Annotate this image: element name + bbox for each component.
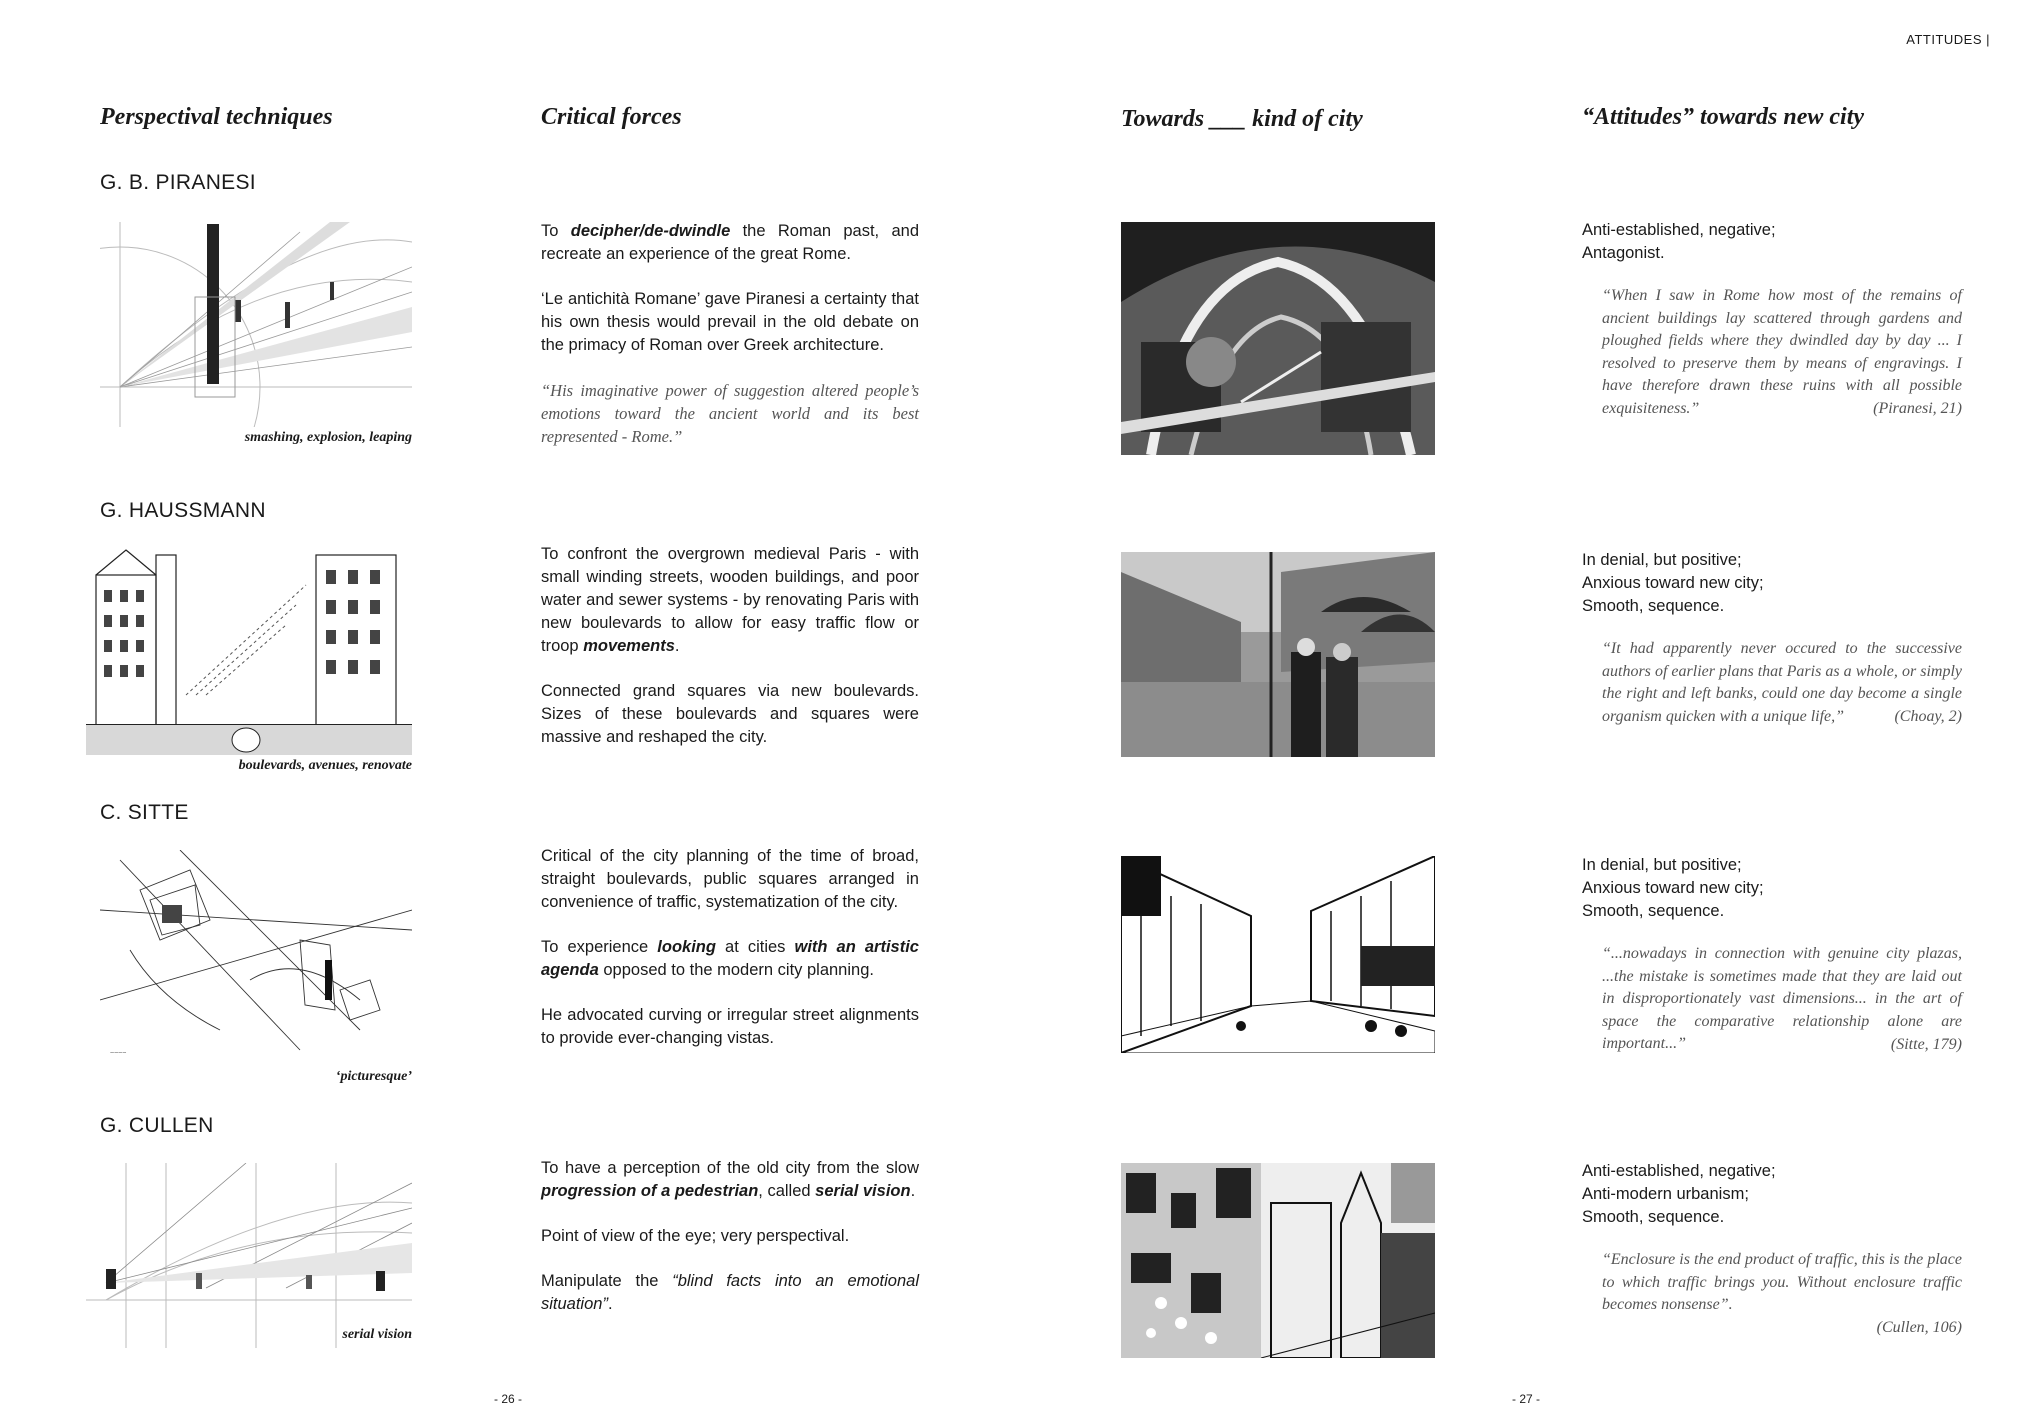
forces-paragraph: Point of view of the eye; very perspectival. — [541, 1227, 850, 1245]
forces-paragraph: To have a perception of the old city from the slow progression of a pedestrian, called serial vision. — [541, 1159, 919, 1200]
forces-paragraph: Critical of the city planning of the time of broad, straight boulevards, public squares arranged in convenience of traffic, systematization of the city. — [541, 847, 919, 911]
attitude-tag: Smooth, sequence. — [1582, 1208, 1725, 1226]
quote-citation: (Sitte, 179) — [1890, 1035, 1962, 1053]
forces-paragraph: He advocated curving or irregular street alignments to provide ever-changing vistas. — [541, 1006, 919, 1047]
attitude-tag: Anti-modern urbanism; — [1582, 1185, 1749, 1203]
attitude-tag: Anxious toward new city; — [1582, 879, 1764, 897]
attitude-quote: “Enclosure is the end product of traffic, this is the place to which traffic brings you. Without enclosure traffic becomes nonsense”. (Cullen, 106) — [1602, 1249, 1962, 1339]
serial-vision-figure — [86, 1163, 412, 1348]
attitude-tag: Smooth, sequence. — [1582, 902, 1725, 920]
street-perspective-drawing — [1121, 856, 1435, 1053]
townscape-collage — [1121, 1163, 1435, 1358]
sitte-street-drawing-image — [1121, 856, 1435, 1053]
forces-paragraph: Manipulate the “blind facts into an emotional situation”. — [541, 1272, 919, 1313]
forces-haussmann — [541, 543, 919, 771]
quote-citation: (Choay, 2) — [1894, 708, 1962, 725]
attitude-tag: In denial, but positive; — [1582, 856, 1742, 874]
cullen-townscape-image — [1121, 1163, 1435, 1358]
attitude-piranesi — [1582, 219, 1962, 421]
boulevard-section-figure — [86, 545, 412, 755]
caption-cullen: serial vision — [342, 1327, 412, 1342]
heading-forces: Critical forces — [541, 104, 682, 130]
forces-sitte — [541, 845, 919, 1072]
caption-sitte: ‘picturesque’ — [335, 1069, 412, 1084]
attitude-quote: “When I saw in Rome how most of the remains of ancient buildings lay scattered through gardens and ploughed fields where they dwindled day by day ... I resolved to preserve them by means of engravings. I have therefore drawn these ruins with all possible exquisiteness.” (Piranesi, 21) — [1602, 285, 1962, 421]
piranesi-engraving-image — [1121, 222, 1435, 455]
sitte-sketch-drawing — [100, 850, 412, 1070]
attitude-tag: Anti-established, negative; — [1582, 1162, 1776, 1180]
name-haussmann: G. HAUSSMANN — [100, 499, 266, 522]
running-head: ATTITUDES | — [1906, 32, 1990, 47]
haussmann-section-drawing — [86, 545, 412, 755]
forces-piranesi — [541, 220, 919, 470]
picturesque-sketch-figure — [100, 850, 412, 1070]
heading-attitudes: “Attitudes” towards new city — [1582, 104, 1865, 130]
caption-haussmann: boulevards, avenues, renovate — [238, 758, 412, 773]
name-piranesi: G. B. PIRANESI — [100, 171, 256, 194]
quote-citation: (Cullen, 106) — [1876, 1318, 1962, 1336]
attitude-tag: Anti-established, negative; — [1582, 221, 1776, 239]
heading-techniques: Perspectival techniques — [100, 104, 333, 130]
attitude-tag: Smooth, sequence. — [1582, 597, 1725, 615]
page-number-left: - 26 - — [494, 1392, 523, 1406]
paris-rainy-day-painting — [1121, 552, 1435, 757]
forces-paragraph: To confront the overgrown medieval Paris - with small winding streets, wooden buildings, and poor water and sewer systems - by renovating Paris with new boulevards to allow for easy traffic flow or troop movements. — [541, 545, 919, 655]
attitude-tag: In denial, but positive; — [1582, 551, 1742, 569]
attitude-sitte — [1582, 854, 1962, 1056]
piranesi-perspective-diagram — [100, 222, 412, 427]
attitude-cullen — [1582, 1160, 1962, 1339]
cullen-serial-vision-diagram — [86, 1163, 412, 1348]
quote-citation: (Piranesi, 21) — [1873, 400, 1962, 417]
haussmann-paris-street-image — [1121, 552, 1435, 757]
attitude-tag: Anxious toward new city; — [1582, 574, 1764, 592]
forces-quote: “His imaginative power of suggestion altered people’s emotions toward the ancient world and its best represented - Rome.” — [541, 381, 919, 446]
carceri-engraving — [1121, 222, 1435, 455]
forces-paragraph: Connected grand squares via new boulevards. Sizes of these boulevards and squares were massive and reshaped the city. — [541, 682, 919, 746]
heading-city: Towards ___ kind of city — [1121, 106, 1363, 132]
attitude-quote: “...nowadays in connection with genuine city plazas, ...the mistake is sometimes made that they are laid out in disproportionately vast dimensions... in the art of space the comparative relationship alone are important...” (Sitte, 179) — [1602, 943, 1962, 1056]
attitude-haussmann — [1582, 549, 1962, 729]
page-number-right: - 27 - — [1512, 1392, 1541, 1406]
svg-text:~~~~: ~~~~ — [110, 1050, 127, 1057]
attitude-tag: Antagonist. — [1582, 244, 1665, 262]
perspective-lines-figure — [100, 222, 412, 427]
caption-piranesi: smashing, explosion, leaping — [244, 430, 412, 445]
name-sitte: C. SITTE — [100, 801, 189, 824]
name-cullen: G. CULLEN — [100, 1114, 214, 1137]
forces-paragraph: To decipher/de-dwindle the Roman past, and recreate an experience of the great Rome. — [541, 222, 919, 263]
forces-cullen — [541, 1157, 919, 1338]
attitude-quote: “It had apparently never occured to the successive authors of earlier plans that Paris as a whole, or simply the right and left banks, could one day become a single organism quicken with a unique life,” (Choay, 2) — [1602, 638, 1962, 729]
forces-paragraph: ‘Le antichità Romane’ gave Piranesi a certainty that his own thesis would prevail in the old debate on the primacy of Roman over Greek architecture. — [541, 290, 919, 354]
forces-paragraph: To experience looking at cities with an artistic agenda opposed to the modern city planning. — [541, 938, 919, 979]
